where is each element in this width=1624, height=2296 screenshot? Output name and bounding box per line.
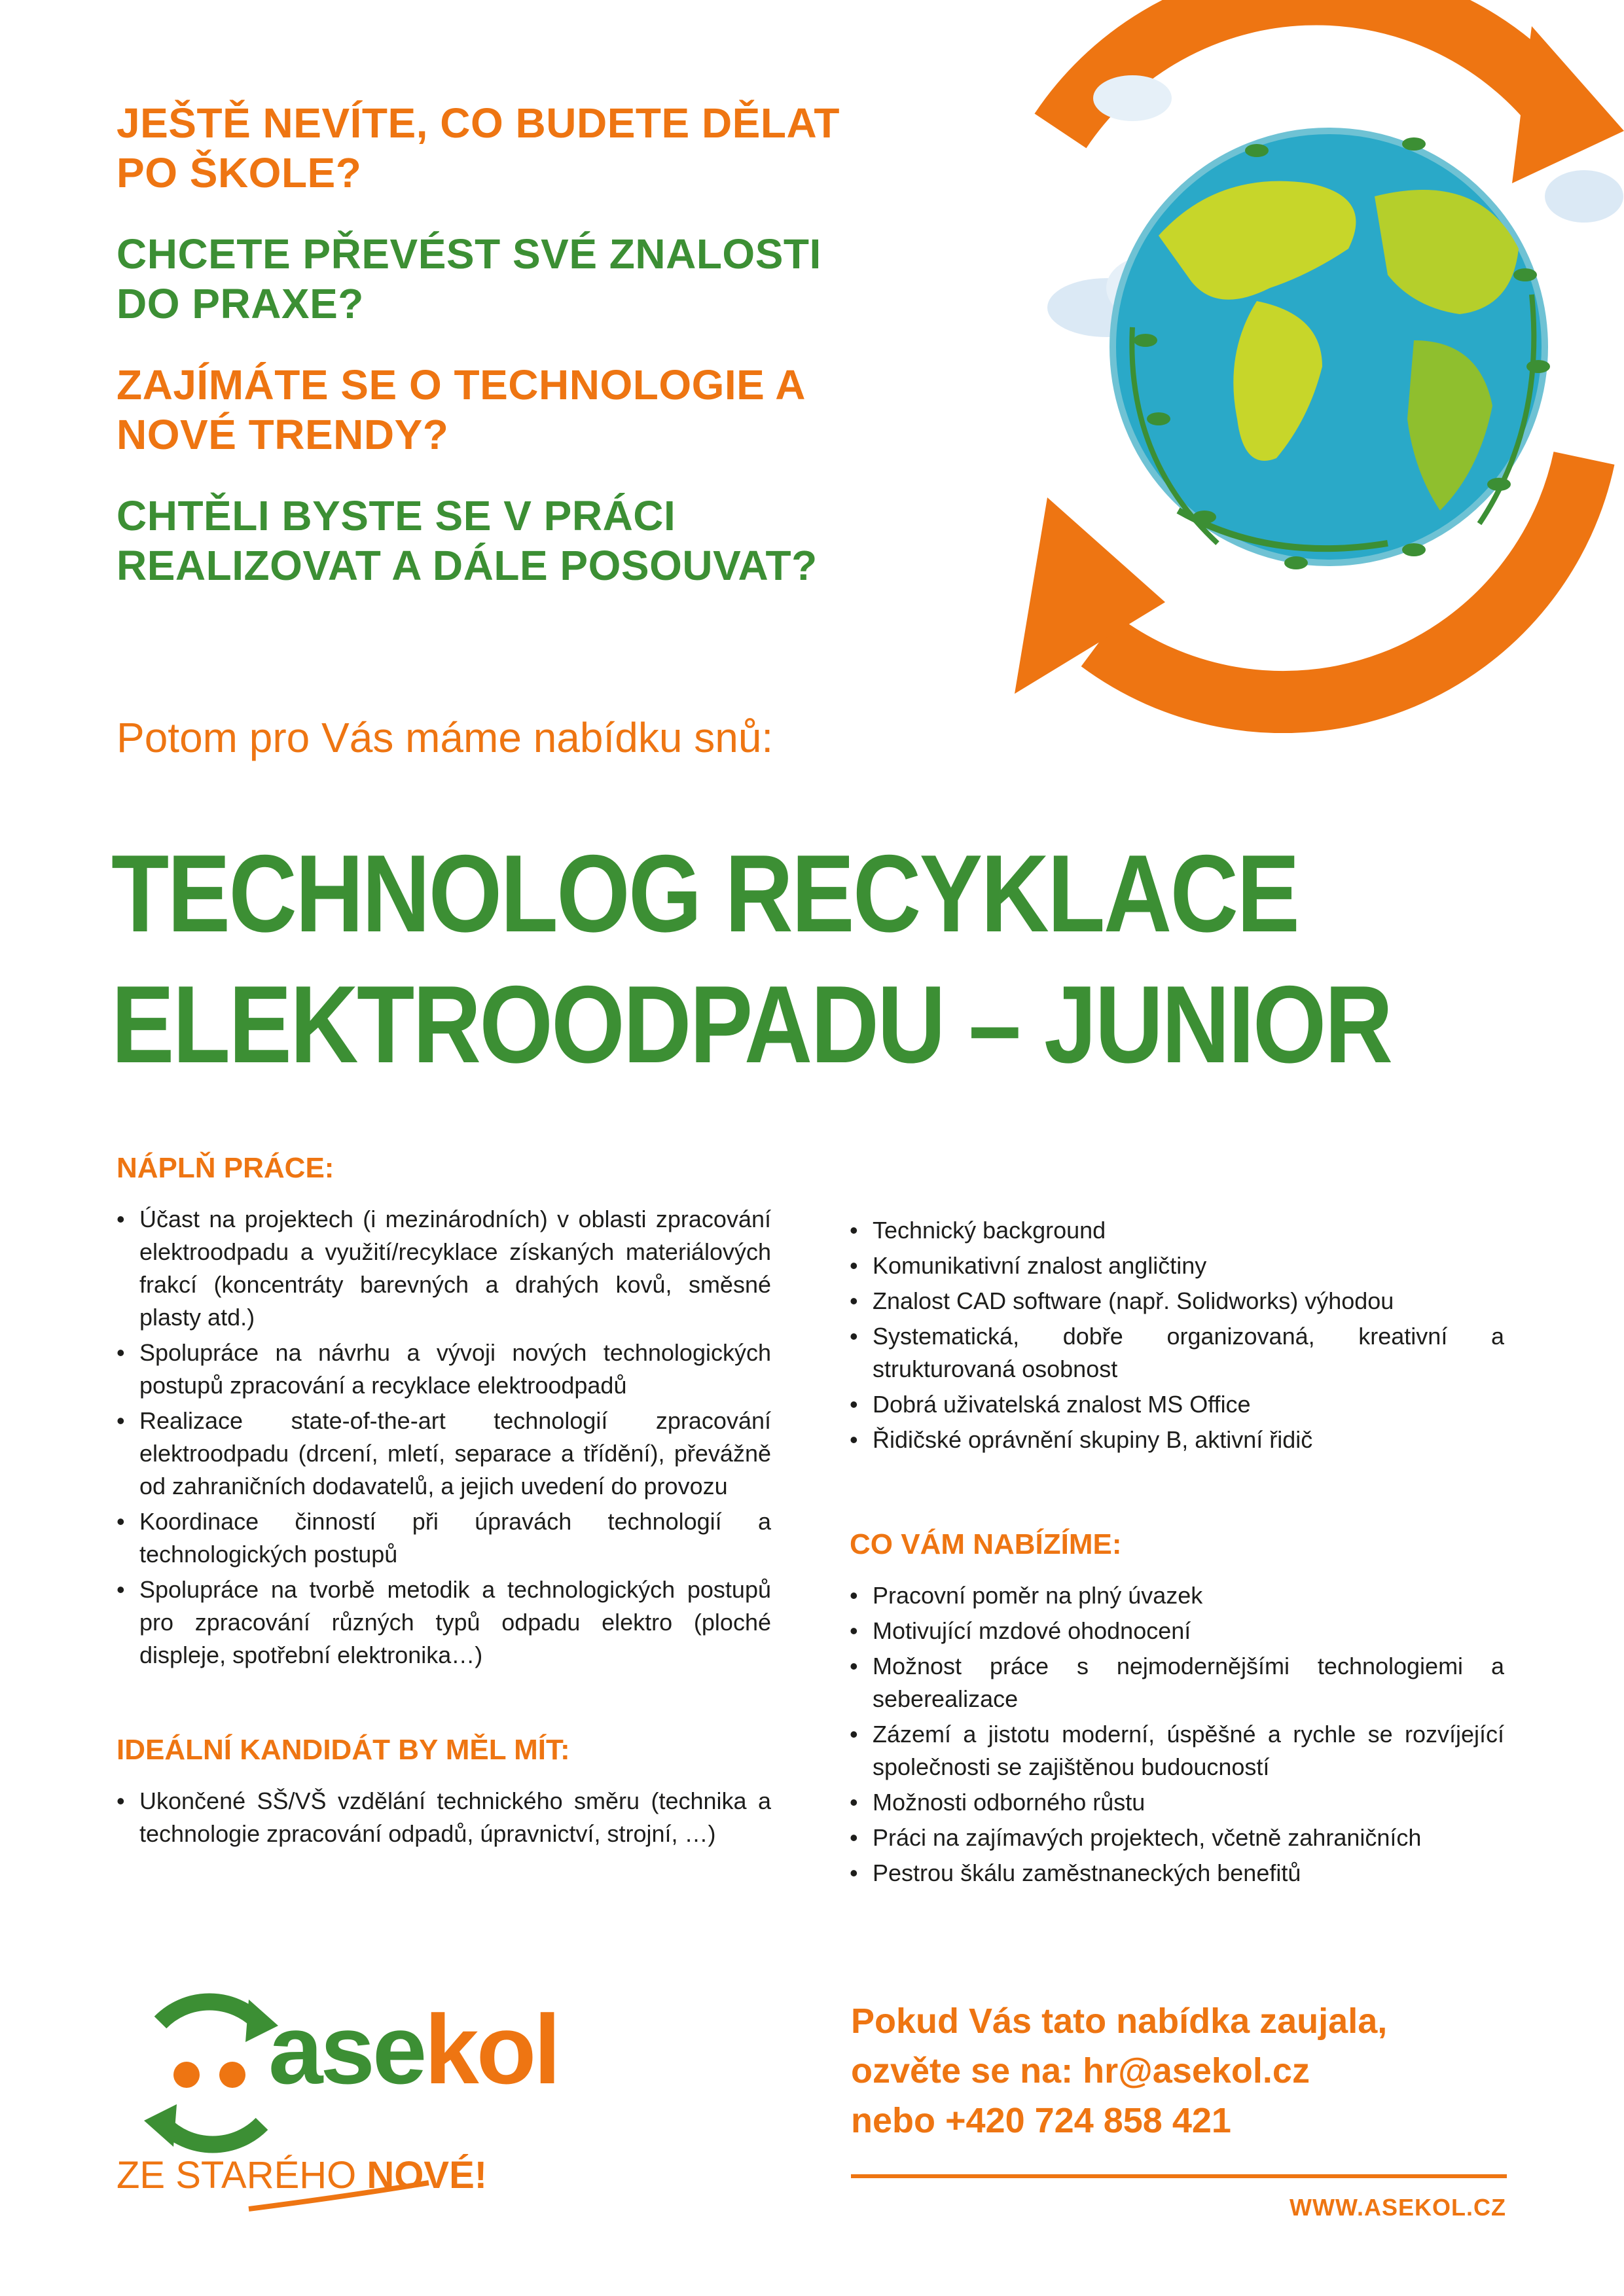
kandidat-heading: IDEÁLNÍ KANDIDÁT BY MĚL MÍT: [117,1734,570,1766]
earth-recycling-illustration [851,0,1624,733]
intro-line: Potom pro Vás máme nabídku snů: [117,714,774,761]
list-item: • Komunikativní znalost angličtiny [850,1249,1504,1282]
question-3: ZAJÍMÁTE SE O TECHNOLOGIE A NOVÉ TRENDY? [117,361,804,458]
list-item: • Motivující mzdové ohodnocení [850,1615,1504,1647]
list-item: • Pracovní poměr na plný úvazek [850,1579,1504,1612]
nabizime-list [850,1579,1504,1890]
question-2: CHCETE PŘEVÉST SVÉ ZNALOSTI DO PRAXE? [117,230,821,327]
list-item: • Znalost CAD software (např. Solidworks) výhodou [850,1285,1504,1318]
contact-line-2: ozvěte se na: hr@asekol.cz [851,2051,1310,2090]
job-title-line-2: ELEKTROODPADU – JUNIOR [111,963,1392,1086]
nabizime-heading: CO VÁM NABÍZÍME: [850,1528,1122,1560]
arrow-head-top-icon [1512,26,1624,183]
divider [851,2174,1507,2178]
list-item: • Technický background [850,1214,1504,1247]
kandidat-list [117,1785,771,1850]
list-item: • Možnost práce s nejmodernějšími technologiemi a seberealizace [850,1650,1504,1715]
list-item: • Účast na projektech (i mezinárodních) v oblasti zpracování elektroodpadu a využití/recyklace získaných materiálových frakcí (koncentráty barevných a drahých kovů, směsné plasty atd.) [117,1203,771,1334]
list-item: • Práci na zajímavých projektech, včetně zahraničních [850,1821,1504,1854]
list-item: • Ukončené SŠ/VŠ vzdělání technického směru (technika a technologie zpracování odpadů, úpravnictví, strojní, …) [117,1785,771,1850]
slogan: ZE STARÉHO NOVÉ! [117,2154,488,2197]
job-title-line-1: TECHNOLOG RECYKLACE [111,832,1299,955]
brand-name: asekol [268,1994,559,2104]
kandidat-list-continued [850,1214,1504,1456]
list-item: • Zázemí a jistotu moderní, úspěšné a rychle se rozvíjející společnosti se zajištěnou budoucností [850,1718,1504,1784]
list-item: • Spolupráce na návrhu a vývoji nových technologických postupů zpracování a recyklace elektroodpadů [117,1336,771,1402]
question-1: JEŠTĚ NEVÍTE, CO BUDETE DĚLAT PO ŠKOLE? [117,99,840,196]
list-item: • Koordinace činností při úpravách technologií a technologických postupů [117,1505,771,1571]
intro-questions [117,98,889,622]
job-title [111,828,1391,1090]
website-link[interactable]: WWW.ASEKOL.CZ [1290,2194,1506,2221]
list-item: • Systematická, dobře organizovaná, kreativní a strukturovaná osobnost [850,1320,1504,1386]
list-item: • Dobrá uživatelská znalost MS Office [850,1388,1504,1421]
list-item: • Možnosti odborného růstu [850,1786,1504,1819]
list-item: • Pestrou škálu zaměstnaneckých benefitů [850,1857,1504,1890]
question-4: CHTĚLI BYSTE SE V PRÁCI REALIZOVAT A DÁLE POSOUVAT? [117,492,818,589]
left-column [117,1152,771,1853]
napln-heading: NÁPLŇ PRÁCE: [117,1152,334,1184]
list-item: • Řidičské oprávnění skupiny B, aktivní řidič [850,1424,1504,1456]
napln-list [117,1203,771,1672]
right-column [850,1214,1504,1892]
list-item: • Spolupráce na tvorbě metodik a technologických postupů pro zpracování různých typů odpadu elektro (ploché displeje, spotřební elektronika…) [117,1573,771,1672]
list-item: • Realizace state-of-the-art technologií zpracování elektroodpadu (drcení, mletí, separace a třídění), převážně od zahraničních dodavatelů, a jejich uvedení do provozu [117,1405,771,1503]
contact-line-1: Pokud Vás tato nabídka zaujala, [851,2001,1388,2041]
contact-line-3: nebo +420 724 858 421 [851,2101,1231,2140]
contact-block [851,1996,1387,2145]
